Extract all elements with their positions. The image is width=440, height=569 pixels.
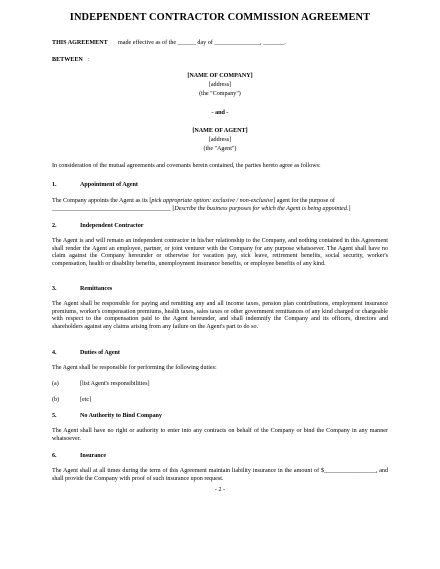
section-6-paragraph: The Agent shall at all times during the term of this Agreement maintain liability insurance in the amount of $_________________, and shall provide the Company with proof of such insurance upon request.	[52, 468, 388, 482]
between-label: BETWEEN	[52, 57, 83, 63]
company-address: [address]	[208, 82, 232, 88]
agent-name: [NAME OF AGENT]	[192, 128, 248, 134]
company-alias: (the "Company")	[199, 91, 241, 97]
section-4-paragraph: The Agent shall be responsible for performing the following duties:	[52, 365, 217, 371]
section-5-number: 5.	[52, 413, 57, 419]
this-agreement-text: made effective as of the ______ day of _______________, _______.	[118, 40, 286, 46]
between-colon: :	[88, 57, 90, 63]
section-2-number: 2.	[52, 223, 57, 229]
section-1-line-1: The Company appoints the Agent as its [pick appropriate option: exclusive / non-exclusive] agent for the purpose of	[52, 198, 335, 204]
section-3-number: 3.	[52, 286, 57, 292]
duty-item-a-text: [list Agent's responsibilities]	[80, 381, 150, 387]
section-6-number: 6.	[52, 453, 57, 459]
section-1-heading: Appointment of Agent	[80, 182, 138, 188]
section-1-line-2: _______________________________________ [Describe the business purposes for which the Agent is being appointed.]	[52, 206, 351, 212]
section-5-paragraph: The Agent shall have no right or authority to enter into any contracts on behalf of the Company or bind the Company in any manner whatsoever.	[52, 428, 388, 442]
company-name: [NAME OF COMPANY]	[187, 73, 253, 79]
agent-alias: (the "Agent")	[203, 146, 237, 152]
section-3-heading: Remittances	[80, 286, 113, 292]
agent-address: [address]	[208, 137, 232, 143]
section-1-number: 1.	[52, 182, 57, 188]
page-number: - 2 -	[214, 487, 226, 493]
document-title: INDEPENDENT CONTRACTOR COMMISSION AGREEMENT	[69, 12, 371, 23]
duty-item-b-text: [etc]	[80, 397, 92, 403]
section-4-number: 4.	[52, 350, 57, 356]
section-4-heading: Duties of Agent	[80, 350, 120, 356]
section-2-paragraph: The Agent is and will remain an independent contractor in his/her relationship to the Company, and nothing contained in this Agreement shall render the Agent an employee, partner, or joint venturer with the Company for any purpose whatsoever. The Agent shall have no claim against the Company hereunder or otherwise for vacation pay, sick leave, retirement benefits, social security, worker's compensation, health or disability benefits, unemployment insurance benefits, or employee benefits of any kind.	[52, 238, 388, 267]
duty-item-a-label: (a)	[52, 381, 59, 387]
consideration-paragraph: In consideration of the mutual agreements and covenants herein contained, the parties hereto agree as follows:	[52, 163, 321, 169]
this-agreement-label: THIS AGREEMENT	[52, 40, 108, 46]
section-3-paragraph: The Agent shall be responsible for paying and remitting any and all income taxes, pension plan contributions, employment insurance premiums, worker's compensation premiums, health taxes, sales taxes or other government remittances of any kind charged or chargeable with respect to the compensation paid to the Agent hereunder, and shall indemnify the Company and its officers, directors and shareholders against any claims arising from any failure on the Agent's part to do so.	[52, 301, 388, 330]
and-separator: - and -	[211, 110, 229, 116]
section-6-heading: Insurance	[80, 453, 107, 459]
section-2-heading: Independent Contractor	[80, 223, 144, 229]
duty-item-b-label: (b)	[52, 397, 60, 403]
section-5-heading: No Authority to Bind Company	[80, 413, 162, 419]
